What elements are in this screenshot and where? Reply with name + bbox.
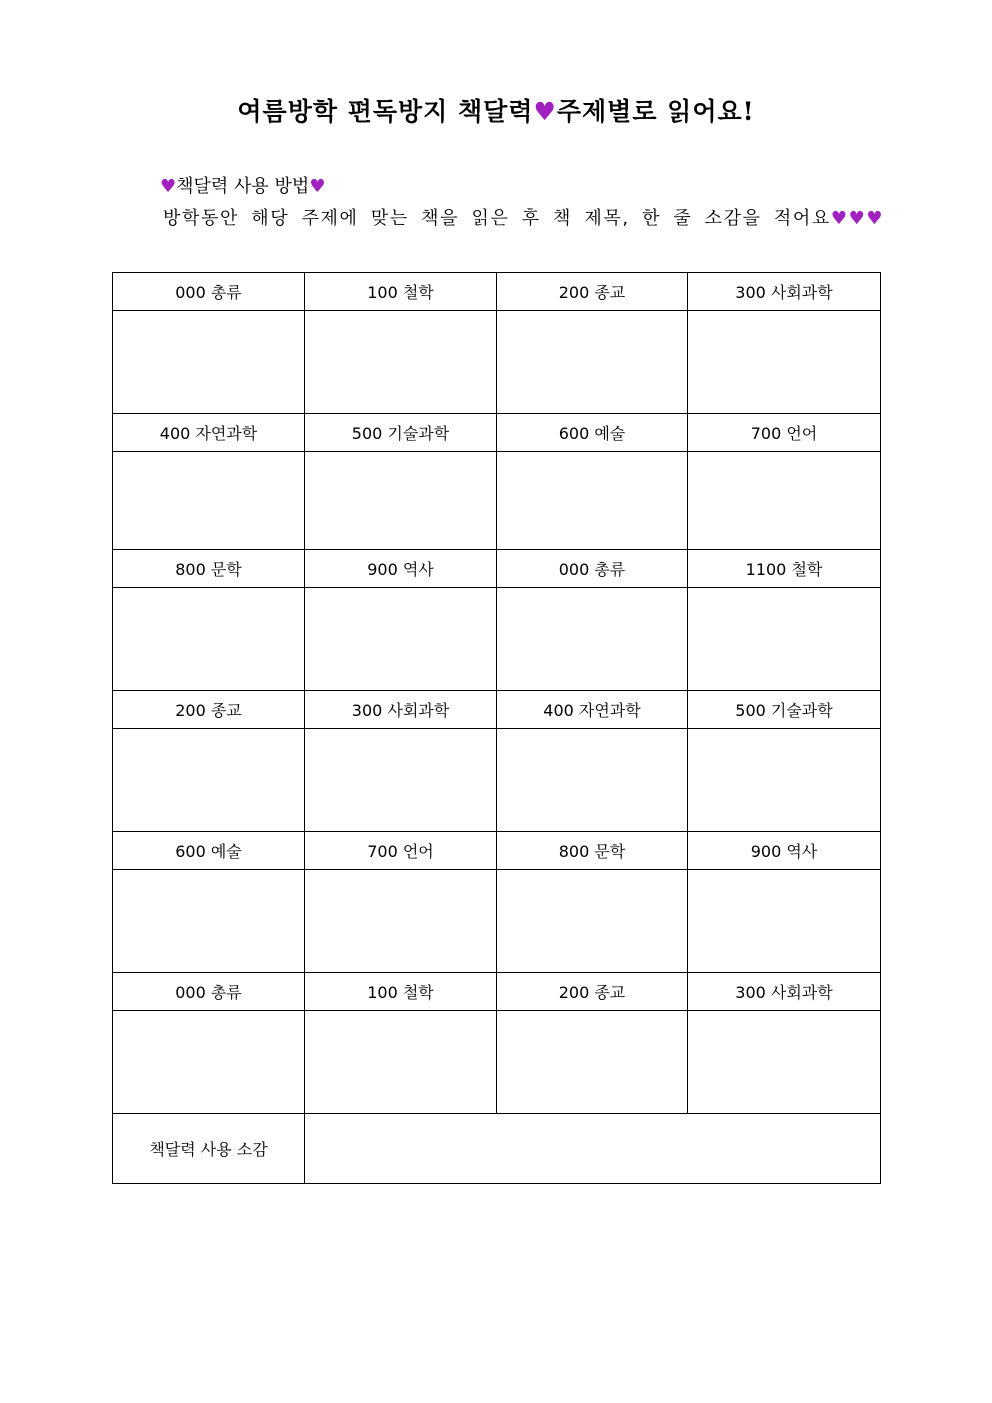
usage-instructions — [163, 204, 884, 230]
entry-row — [113, 311, 881, 414]
reflection-entry-cell[interactable] — [305, 1114, 881, 1184]
heart-icon: ♥ — [533, 97, 557, 126]
entry-cell[interactable] — [305, 870, 497, 973]
title-text-suffix: 주제별로 읽어요! — [556, 97, 755, 126]
category-row — [113, 832, 881, 870]
entry-cell[interactable] — [497, 870, 688, 973]
entry-cell[interactable] — [688, 729, 881, 832]
entry-cell[interactable] — [305, 729, 497, 832]
category-cell: 500 기술과학 — [688, 691, 881, 729]
category-cell: 400 자연과학 — [113, 414, 305, 452]
category-row — [113, 414, 881, 452]
entry-cell[interactable] — [497, 452, 688, 550]
usage-instructions-text: 방학동안 해당 주제에 맞는 책을 읽은 후 책 제목, 한 줄 소감을 적어요 — [163, 208, 831, 229]
category-row — [113, 550, 881, 588]
entry-cell[interactable] — [113, 729, 305, 832]
entry-cell[interactable] — [497, 729, 688, 832]
category-cell: 000 총류 — [497, 550, 688, 588]
category-row — [113, 273, 881, 311]
entry-cell[interactable] — [688, 870, 881, 973]
category-cell: 200 종교 — [113, 691, 305, 729]
entry-cell[interactable] — [113, 1011, 305, 1114]
reflection-label: 책달력 사용 소감 — [113, 1114, 305, 1184]
category-cell: 500 기술과학 — [305, 414, 497, 452]
category-cell: 600 예술 — [497, 414, 688, 452]
category-cell: 600 예술 — [113, 832, 305, 870]
book-calendar-table — [112, 272, 881, 1184]
entry-row — [113, 870, 881, 973]
category-cell: 700 언어 — [688, 414, 881, 452]
category-cell: 800 문학 — [497, 832, 688, 870]
page-title — [0, 92, 992, 128]
category-cell: 700 언어 — [305, 832, 497, 870]
usage-heading-text: 책달력 사용 방법 — [176, 176, 310, 197]
entry-cell[interactable] — [688, 588, 881, 691]
category-row — [113, 973, 881, 1011]
entry-row — [113, 1011, 881, 1114]
category-cell: 800 문학 — [113, 550, 305, 588]
entry-cell[interactable] — [113, 311, 305, 414]
category-cell: 300 사회과학 — [688, 273, 881, 311]
category-cell: 000 총류 — [113, 273, 305, 311]
category-cell: 1100 철학 — [688, 550, 881, 588]
entry-cell[interactable] — [305, 588, 497, 691]
entry-row — [113, 452, 881, 550]
category-cell: 100 철학 — [305, 273, 497, 311]
category-cell: 100 철학 — [305, 973, 497, 1011]
heart-icon: ♥ — [309, 176, 326, 197]
entry-cell[interactable] — [113, 588, 305, 691]
entry-cell[interactable] — [688, 452, 881, 550]
category-cell: 300 사회과학 — [688, 973, 881, 1011]
usage-heading — [160, 172, 325, 198]
entry-cell[interactable] — [497, 1011, 688, 1114]
entry-cell[interactable] — [497, 311, 688, 414]
entry-cell[interactable] — [305, 452, 497, 550]
category-cell: 900 역사 — [305, 550, 497, 588]
heart-icons: ♥♥♥ — [830, 208, 885, 229]
category-row — [113, 691, 881, 729]
category-cell: 200 종교 — [497, 973, 688, 1011]
title-text: 여름방학 편독방지 책달력 — [237, 97, 534, 126]
entry-cell[interactable] — [113, 452, 305, 550]
entry-cell[interactable] — [113, 870, 305, 973]
entry-row — [113, 588, 881, 691]
entry-cell[interactable] — [688, 311, 881, 414]
entry-cell[interactable] — [497, 588, 688, 691]
entry-cell[interactable] — [688, 1011, 881, 1114]
category-cell: 300 사회과학 — [305, 691, 497, 729]
category-cell: 000 총류 — [113, 973, 305, 1011]
reflection-row — [113, 1114, 881, 1184]
category-cell: 900 역사 — [688, 832, 881, 870]
category-cell: 200 종교 — [497, 273, 688, 311]
heart-icon: ♥ — [160, 176, 177, 197]
entry-row — [113, 729, 881, 832]
entry-cell[interactable] — [305, 311, 497, 414]
category-cell: 400 자연과학 — [497, 691, 688, 729]
entry-cell[interactable] — [305, 1011, 497, 1114]
